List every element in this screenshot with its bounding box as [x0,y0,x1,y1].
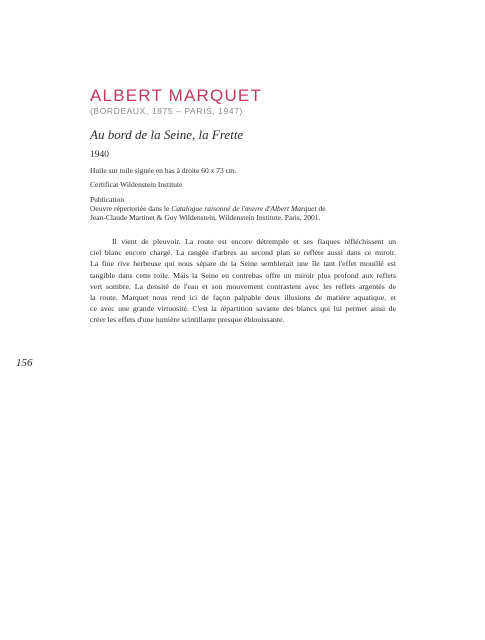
description-line: ce avec une grande virtuosité. C'est la répartition savante des blancs qui lui permet ainsi de [90,304,396,314]
artist-dates: (BORDEAUX, 1875 – PARIS, 1947) [90,106,243,116]
publication-heading: Publication [90,195,125,204]
work-medium: Huile sur toile signée en bas à droite 60 x 73 cm. [90,166,237,175]
publication-line-1-prefix: Oeuvre répertoriée dans le [90,204,172,213]
work-title: Au bord de la Seine, la Frette [90,127,244,142]
work-year: 1940 [90,150,109,160]
description-line: vert sombre. La densité de l'eau et son mouvement contrastent avec les reflets argentés de [90,281,396,291]
work-certificate: Certificat Wildenstein Institute [90,180,183,189]
page-number: 156 [16,357,33,369]
publication-line-2: Jean-Claude Martinet & Guy Wildenstein, Wildenstein Institute, Paris, 2001. [90,213,321,222]
description-line: tangible dans cette toile. Mais la Seine en contrebas offre un miroir plus profond aux reflets [90,270,396,280]
artist-name: ALBERT MARQUET [90,86,263,105]
description-line: ciel blanc encore chargé. La rangée d'arbres au second plan se reflète aussi dans ce miroir. [90,248,396,258]
description-line: créer les effets d'une lumière scintillante presque éblouissante. [90,315,285,325]
description-line: La fine rive herbeuse qui nous sépare de la Seine semblerait une île tant l'effet mouillé est [90,259,396,269]
description-paragraph [90,236,396,326]
description-line: Il vient de pleuvoir. La route est encore détrempée et ses flaques réfléchissent un [112,237,396,246]
publication-line-1-suffix: de [316,204,326,213]
description-line: la route. Marquet nous rend ici de façon palpable deux illusions de matière aquatique, et [90,293,396,303]
publication-catalogue-title: Catalogue raisonné de l'œuvre d'Albert Marquet [171,204,317,213]
